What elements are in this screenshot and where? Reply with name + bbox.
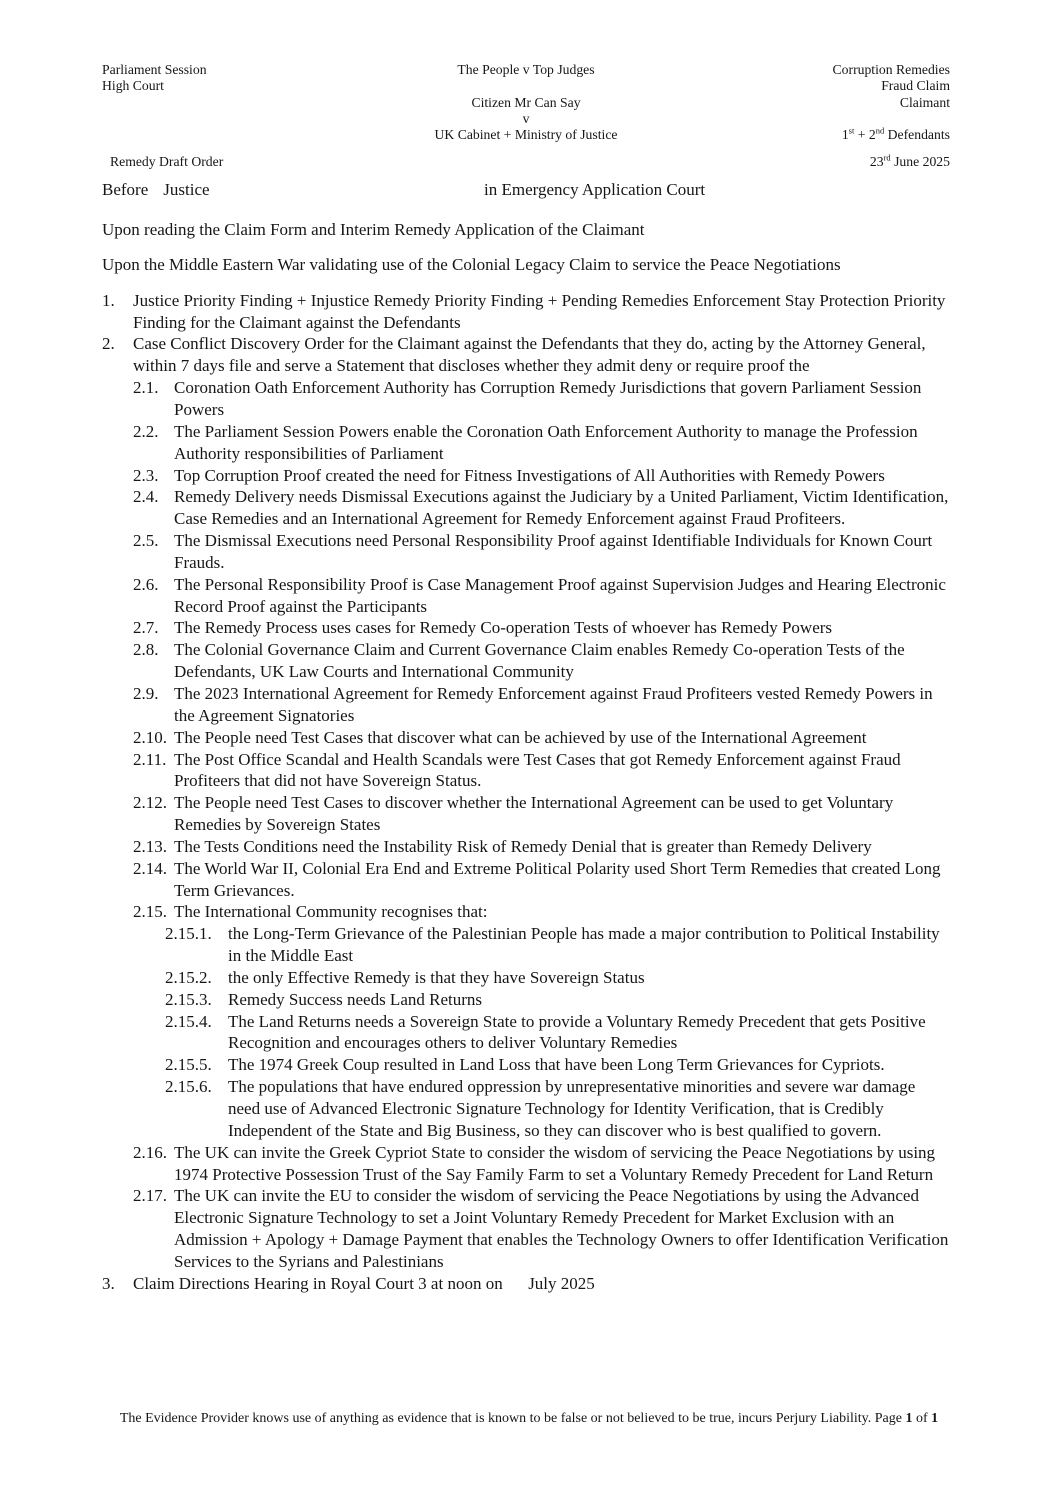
court-session-line: Parliament Session — [102, 62, 207, 77]
before-justice-row — [102, 179, 950, 201]
claimant-name: Citizen Mr Can Say — [471, 94, 581, 110]
item-number: 2.15.4. — [165, 1011, 212, 1031]
item-text: The People need Test Cases that discover what can be achieved by use of the International Agreement — [174, 727, 867, 747]
list-item-2-8 — [133, 639, 950, 683]
list-item-2 — [102, 333, 950, 377]
list-item-2-9 — [133, 683, 950, 727]
item-number: 2.9. — [133, 683, 159, 703]
list-item-2-3 — [133, 465, 950, 487]
case-header — [102, 62, 950, 143]
list-item-2-13 — [133, 836, 950, 858]
item-text: The UK can invite the Greek Cypriot State to consider the wisdom of servicing the Peace Negotiations by using 1974 Protective Possession Trust of the Say Family Farm to set a Voluntary Remedy Precedent for Land Return — [174, 1142, 936, 1184]
item-number: 2.4. — [133, 487, 159, 507]
defendant-name: UK Cabinet + Ministry of Justice — [434, 127, 618, 143]
item-number: 2.6. — [133, 574, 159, 594]
item-text: The World War II, Colonial Era End and Extreme Political Polarity used Short Term Remedies that created Long Term Grievances. — [174, 858, 941, 900]
header-right-column — [720, 62, 950, 143]
item-number: 2.13. — [133, 836, 167, 856]
claim-type-line1: Corruption Remedies — [832, 62, 950, 77]
claim-type-line2: Fraud Claim — [881, 78, 950, 94]
list-item-1 — [102, 290, 950, 334]
item-number: 2.15.3. — [165, 989, 212, 1009]
item-number: 2.15. — [133, 902, 167, 922]
item-text: The UK can invite the EU to consider the wisdom of servicing the Peace Negotiations by using the Advanced Electronic Signature Technology to set a Joint Voluntary Remedy Precedent for Market Exclusion with an Admission + Apology + Damage Payment that enables the Technology Owners to offer Identification Verification Services to the Syrians and Palestinians — [174, 1186, 949, 1271]
item-number: 2.15.1. — [165, 924, 212, 944]
item-text: The Parliament Session Powers enable the Coronation Oath Enforcement Authority to manage the Profession Authority responsibilities of Parliament — [174, 421, 918, 463]
list-item-2-15-2 — [165, 967, 950, 989]
preamble-paragraph-1: Upon reading the Claim Form and Interim Remedy Application of the Claimant — [102, 219, 645, 239]
item-text: the Long-Term Grievance of the Palestinian People has made a major contribution to Political Instability in the Middle East — [228, 924, 940, 966]
item-number: 2.11. — [133, 749, 167, 769]
court-session-label: in Emergency Application Court — [484, 179, 706, 199]
list-item-2-1 — [133, 377, 950, 421]
document-type: Remedy Draft Order — [110, 154, 224, 170]
spacer — [332, 78, 720, 94]
list-item-2-10 — [133, 727, 950, 749]
item-number: 2.15.2. — [165, 967, 212, 987]
item-text: the only Effective Remedy is that they have Sovereign Status — [228, 967, 645, 987]
item-text: The Post Office Scandal and Health Scandals were Test Cases that got Remedy Enforcement against Fraud Profiteers that did not have Sovereign Status. — [174, 749, 901, 791]
list-item-2-11 — [133, 749, 950, 793]
spacer — [720, 111, 950, 127]
list-item-2-2 — [133, 421, 950, 465]
list-item-2-6 — [133, 574, 950, 618]
item-text: The Land Returns needs a Sovereign State to provide a Voluntary Remedy Precedent that gets Positive Recognition and encourages others to deliver Voluntary Remedies — [228, 1011, 926, 1053]
item-text: The populations that have endured oppression by unrepresentative minorities and severe war damage need use of Advanced Electronic Signature Technology for Identity Verification, that is Credibly Independent of the State and Big Business, so they can discover who is best qualified to govern. — [228, 1077, 916, 1140]
before-label: Before — [102, 179, 149, 199]
item-text: The 1974 Greek Coup resulted in Land Loss that have been Long Term Grievances for Cypriots. — [228, 1055, 885, 1075]
page-total: 1 — [931, 1411, 939, 1426]
item-text: The 2023 International Agreement for Remedy Enforcement against Fraud Profiteers vested Remedy Powers in the Agreement Signatories — [174, 683, 933, 725]
list-item-2-17 — [133, 1185, 950, 1272]
court-name: High Court — [102, 78, 164, 94]
page-current: 1 — [905, 1411, 913, 1426]
defendants-role-label: 1st + 2nd Defendants — [841, 125, 950, 143]
header-left-column — [102, 62, 332, 143]
item-number: 2.15.6. — [165, 1077, 212, 1097]
document-type-row — [102, 154, 950, 170]
list-item-2-15-5 — [165, 1054, 950, 1076]
page-footer — [0, 1410, 1058, 1427]
list-item-2-12 — [133, 792, 950, 836]
perjury-disclaimer: The Evidence Provider knows use of anything as evidence that is known to be false or not believed to be true, incurs Perjury Liability. — [119, 1411, 872, 1426]
list-item-2-15-6 — [165, 1076, 950, 1142]
item-text: Justice Priority Finding + Injustice Remedy Priority Finding + Pending Remedies Enforcement Stay Protection Priority Finding for the Claimant against the Defendants — [133, 290, 946, 332]
list-item-3 — [102, 1273, 950, 1295]
list-item-2-15-1 — [165, 923, 950, 967]
document-date: 23rd June 2025 — [869, 152, 950, 170]
preamble-paragraph-2: Upon the Middle Eastern War validating use of the Colonial Legacy Claim to service the Peace Negotiations — [102, 254, 841, 274]
item-number: 2.1. — [133, 378, 159, 398]
page-number-label: Page 1 of 1 — [874, 1411, 939, 1426]
item-number: 2.12. — [133, 793, 167, 813]
item-number: 1. — [102, 290, 115, 310]
item-number: 2.16. — [133, 1142, 167, 1162]
item-number: 2.8. — [133, 640, 159, 660]
item-text: The Dismissal Executions need Personal Responsibility Proof against Identifiable Individuals for Known Court Frauds. — [174, 531, 933, 572]
item-number: 2.7. — [133, 618, 159, 638]
justice-label: Justice — [163, 179, 210, 199]
item-number: 3. — [102, 1273, 115, 1293]
list-item-2-16 — [133, 1142, 950, 1186]
item-number: 2.17. — [133, 1186, 167, 1206]
list-item-2-7 — [133, 617, 950, 639]
item-text: The Colonial Governance Claim and Current Governance Claim enables Remedy Co-operation Tests of the Defendants, UK Law Courts and International Community — [174, 640, 905, 682]
item-text: Remedy Success needs Land Returns — [228, 989, 482, 1009]
item-text: Coronation Oath Enforcement Authority has Corruption Remedy Jurisdictions that govern Parliament Session Powers — [174, 378, 922, 419]
header-center-column — [332, 62, 720, 143]
item-number: 2.15.5. — [165, 1055, 212, 1075]
order-list — [102, 290, 950, 1295]
claimant-role-label: Claimant — [899, 94, 950, 110]
list-item-2-15-4 — [165, 1011, 950, 1055]
item-text: The Tests Conditions need the Instability Risk of Remedy Denial that is greater than Remedy Delivery — [174, 836, 872, 856]
item-text: Case Conflict Discovery Order for the Claimant against the Defendants that they do, acting by the Attorney General, within 7 days file and serve a Statement that discloses whether they admit deny or require proof the — [133, 334, 926, 376]
item-text: The International Community recognises that: — [174, 902, 488, 922]
list-item-2-5 — [133, 530, 950, 574]
list-item-2-4 — [133, 486, 950, 530]
item-number: 2.10. — [133, 727, 167, 747]
item-number: 2.14. — [133, 858, 167, 878]
item-text: The Personal Responsibility Proof is Case Management Proof against Supervision Judges and Hearing Electronic Record Proof against the Participants — [174, 574, 946, 616]
list-item-2-14 — [133, 858, 950, 902]
case-title: The People v Top Judges — [457, 62, 595, 77]
item-text: Top Corruption Proof created the need for Fitness Investigations of All Authorities with Remedy Powers — [174, 465, 885, 485]
versus-label: v — [522, 110, 530, 126]
item-text: Claim Directions Hearing in Royal Court 3 at noon on July 2025 — [133, 1273, 595, 1293]
list-item-2-15-3 — [165, 989, 950, 1011]
item-number: 2. — [102, 334, 115, 354]
list-item-2-15 — [133, 901, 950, 923]
item-number: 2.5. — [133, 531, 159, 551]
item-text: Remedy Delivery needs Dismissal Executions against the Judiciary by a United Parliament, Victim Identification, Case Remedies and an International Agreement for Remedy Enforcement against Fraud Profiteers. — [174, 487, 949, 529]
item-number: 2.2. — [133, 421, 159, 441]
item-text: The People need Test Cases to discover whether the International Agreement can be used to get Voluntary Remedies by Sovereign States — [174, 793, 894, 835]
item-text: The Remedy Process uses cases for Remedy Co-operation Tests of whoever has Remedy Powers — [174, 618, 833, 638]
item-number: 2.3. — [133, 465, 159, 485]
